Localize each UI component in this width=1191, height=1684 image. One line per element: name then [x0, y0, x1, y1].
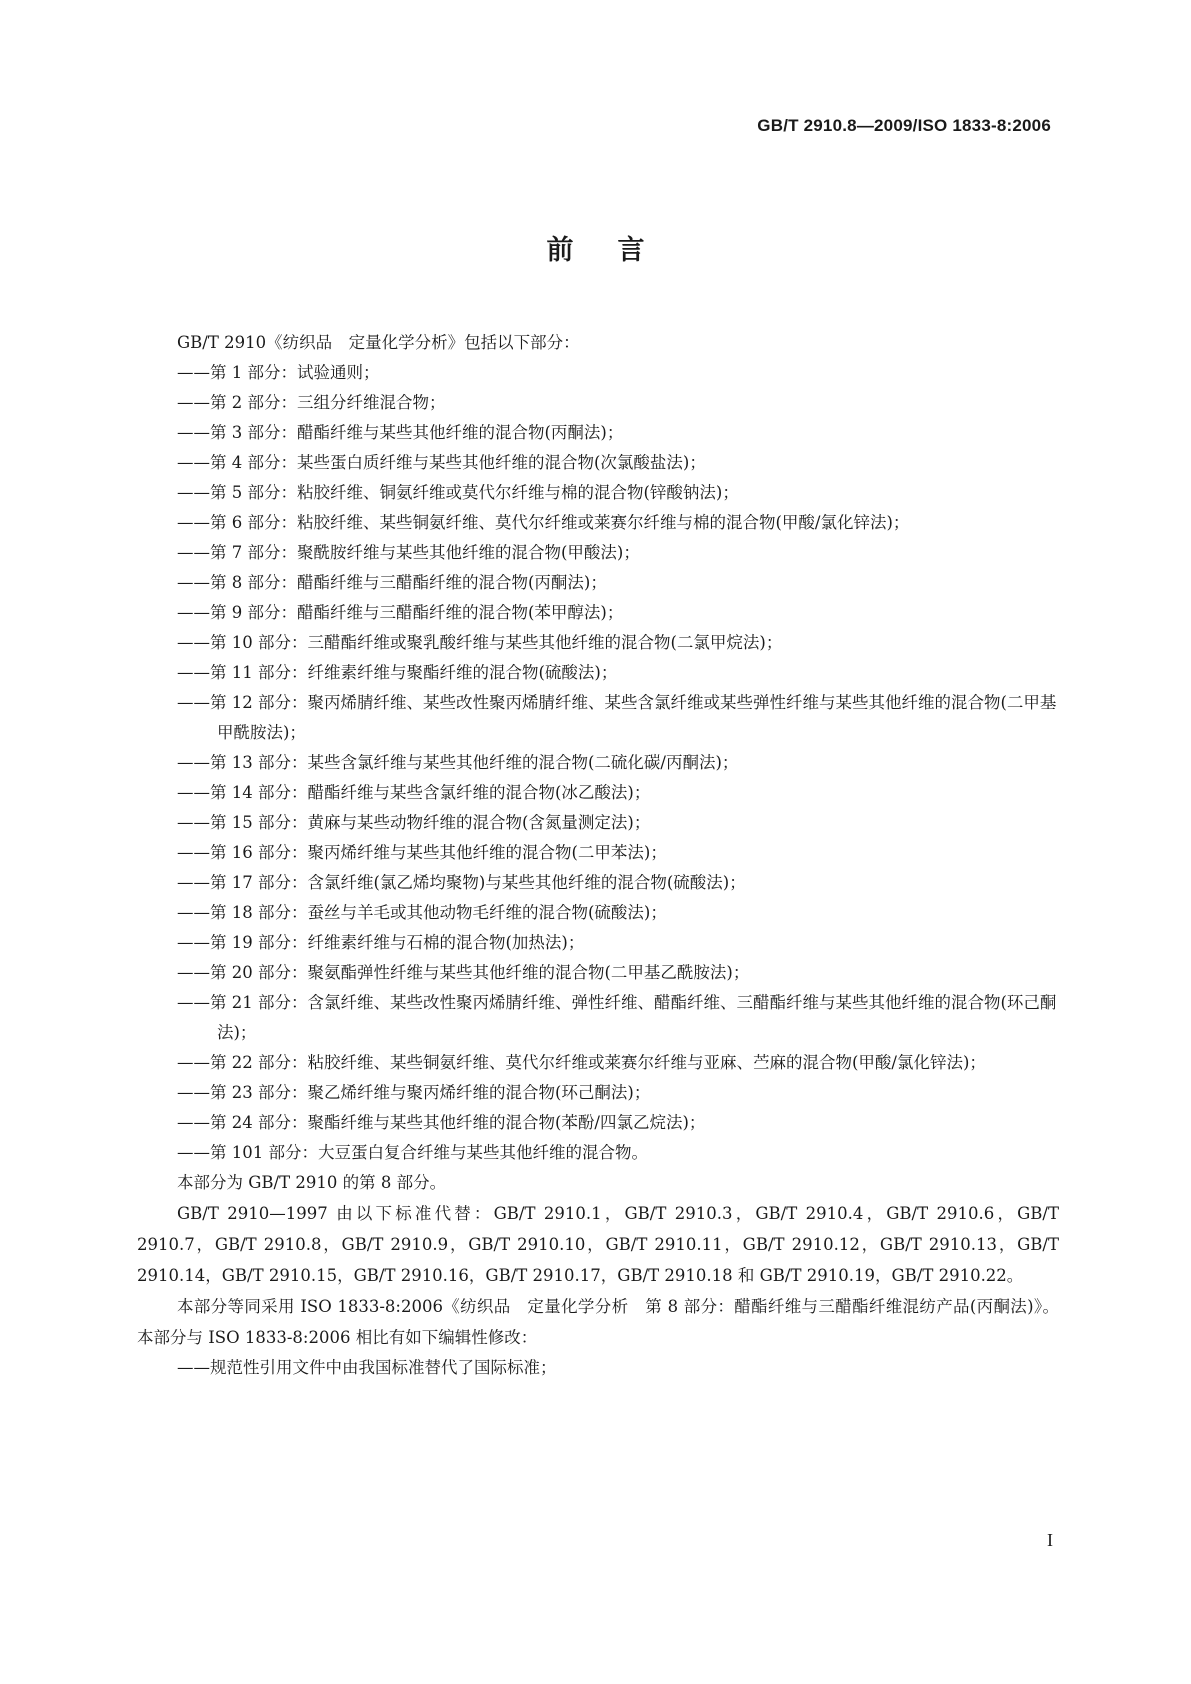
list-item: ——第 13 部分：某些含氯纤维与某些其他纤维的混合物(二硫化碳/丙酮法)；	[177, 753, 739, 772]
page-number: I	[1047, 1530, 1053, 1550]
foreword-body	[137, 328, 1059, 1383]
list-item: ——第 12 部分：聚丙烯腈纤维、某些改性聚丙烯腈纤维、某些含氯纤维或某些弹性纤维与某些其他纤维的混合物(二甲基甲酰胺法)；	[177, 693, 1057, 742]
standard-code-header: GB/T 2910.8—2009/ISO 1833-8:2006	[757, 116, 1051, 135]
page-title: 前言	[546, 235, 689, 266]
list-item: ——第 15 部分：黄麻与某些动物纤维的混合物(含氮量测定法)；	[177, 813, 651, 832]
list-item: ——第 23 部分：聚乙烯纤维与聚丙烯纤维的混合物(环己酮法)；	[177, 1083, 651, 1102]
list-item: ——第 14 部分：醋酯纤维与某些含氯纤维的混合物(冰乙酸法)；	[177, 783, 651, 802]
list-item: ——第 9 部分：醋酯纤维与三醋酯纤维的混合物(苯甲醇法)；	[177, 603, 624, 622]
adoption-paragraph: 本部分等同采用 ISO 1833-8:2006《纺织品 定量化学分析 第 8 部分：醋酯纤维与三醋酯纤维混纺产品(丙酮法)》。本部分与 ISO 1833-8:2006 相比有如下编辑性修改：	[137, 1297, 1059, 1347]
list-item: ——第 20 部分：聚氨酯弹性纤维与某些其他纤维的混合物(二甲基乙酰胺法)；	[177, 963, 750, 982]
list-item: ——第 101 部分：大豆蛋白复合纤维与某些其他纤维的混合物。	[177, 1143, 648, 1162]
replaced-standards-paragraph: GB/T 2910—1997 由以下标准代替：GB/T 2910.1，GB/T 2910.3，GB/T 2910.4，GB/T 2910.6，GB/T 2910.7，GB/T 2910.8，GB/T 2910.9，GB/T 2910.10，GB/T 2910.11，GB/T 2910.12，GB/T 2910.13，GB/T 2910.14，GB/T 2910.15，GB/T 2910.16，GB/T 2910.17，GB/T 2910.18 和 GB/T 2910.19，GB/T 2910.22。	[137, 1204, 1059, 1285]
this-part-paragraph: 本部分为 GB/T 2910 的第 8 部分。	[177, 1173, 447, 1192]
list-item: ——第 24 部分：聚酯纤维与某些其他纤维的混合物(苯酚/四氯乙烷法)；	[177, 1113, 706, 1132]
modification-item: ——规范性引用文件中由我国标准替代了国际标准；	[177, 1358, 557, 1377]
list-item: ——第 7 部分：聚酰胺纤维与某些其他纤维的混合物(甲酸法)；	[177, 543, 640, 562]
list-item: ——第 19 部分：纤维素纤维与石棉的混合物(加热法)；	[177, 933, 585, 952]
list-item: ——第 21 部分：含氯纤维、某些改性聚丙烯腈纤维、弹性纤维、醋酯纤维、三醋酯纤维与某些其他纤维的混合物(环己酮法)；	[177, 993, 1057, 1042]
list-item: ——第 11 部分：纤维素纤维与聚酯纤维的混合物(硫酸法)；	[177, 663, 618, 682]
list-item: ——第 1 部分：试验通则；	[177, 363, 380, 382]
list-item: ——第 8 部分：醋酯纤维与三醋酯纤维的混合物(丙酮法)；	[177, 573, 607, 592]
list-item: ——第 3 部分：醋酯纤维与某些其他纤维的混合物(丙酮法)；	[177, 423, 624, 442]
list-item: ——第 4 部分：某些蛋白质纤维与某些其他纤维的混合物(次氯酸盐法)；	[177, 453, 706, 472]
intro-paragraph: GB/T 2910《纺织品 定量化学分析》包括以下部分：	[177, 333, 580, 352]
list-item: ——第 17 部分：含氯纤维(氯乙烯均聚物)与某些其他纤维的混合物(硫酸法)；	[177, 873, 746, 892]
list-item: ——第 10 部分：三醋酯纤维或聚乳酸纤维与某些其他纤维的混合物(二氯甲烷法)；	[177, 633, 783, 652]
list-item: ——第 22 部分：粘胶纤维、某些铜氨纤维、莫代尔纤维或莱赛尔纤维与亚麻、苎麻的混合物(甲酸/氯化锌法)；	[177, 1053, 986, 1072]
parts-list	[137, 358, 1059, 1168]
list-item: ——第 16 部分：聚丙烯纤维与某些其他纤维的混合物(二甲苯法)；	[177, 843, 667, 862]
list-item: ——第 5 部分：粘胶纤维、铜氨纤维或莫代尔纤维与棉的混合物(锌酸钠法)；	[177, 483, 739, 502]
list-item: ——第 6 部分：粘胶纤维、某些铜氨纤维、莫代尔纤维或莱赛尔纤维与棉的混合物(甲酸/氯化锌法)；	[177, 513, 910, 532]
list-item: ——第 18 部分：蚕丝与羊毛或其他动物毛纤维的混合物(硫酸法)；	[177, 903, 667, 922]
list-item: ——第 2 部分：三组分纤维混合物；	[177, 393, 446, 412]
